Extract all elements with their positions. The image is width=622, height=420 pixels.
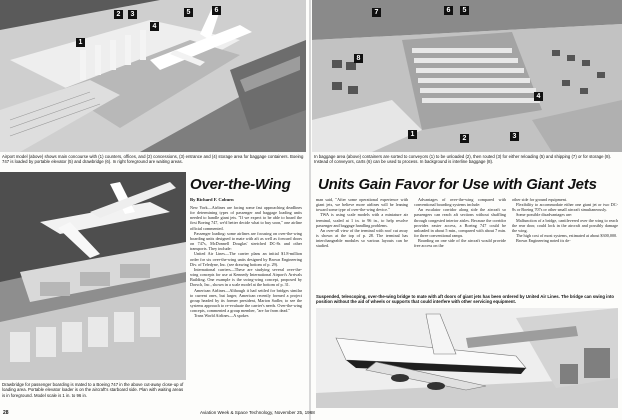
photo-callout-tag: 3 <box>128 10 137 19</box>
photo-callout-tag: 1 <box>76 38 85 47</box>
paragraph: Advantages of over-the-wing compared with conventional boarding systems include: <box>414 197 506 208</box>
article-column-1 <box>190 205 302 405</box>
photo-callout-tag: 1 <box>408 130 417 139</box>
photo-callout-tag: 2 <box>114 10 123 19</box>
paragraph: American Airlines—Although it had settled for bridges similar to current ones, but larger, American recently formed a project group headed by its former president, Marion Sadler, to see the systems approach to re-evaluate the carrier's needs. Over-the-wing concepts, commented a group member, "are far from dead." <box>190 287 302 314</box>
photo-callout-tag: 5 <box>460 6 469 15</box>
photo-united-747-bridge <box>316 308 618 408</box>
paragraph: Trans World Airlines—A spokes <box>194 313 249 319</box>
photo-callout-tag: 7 <box>372 8 381 17</box>
page-number: 28 <box>3 410 9 416</box>
photo-callout-tag: 3 <box>510 132 519 141</box>
paragraph: Brown Engineering noted its de- <box>516 238 571 244</box>
paragraph: Boarding on one side of the aircraft would provide free access on the <box>414 238 506 249</box>
paragraph: Some possible disadvantages are: <box>516 212 573 218</box>
article-column-4 <box>512 197 618 291</box>
united-747-illustration <box>316 308 618 408</box>
headline-left: Over-the-Wing <box>190 176 291 193</box>
photo-drawbridge-model <box>0 172 186 380</box>
publication-footer: Aviation Week & Space Technology, November 25, 1968 <box>200 410 315 415</box>
article-column-3 <box>414 197 506 291</box>
paragraph: The high cost of most systems, estimated at about $300,000. <box>516 233 618 239</box>
photo-airport-model <box>0 0 306 152</box>
paragraph: other side for ground equipment. <box>512 197 568 202</box>
paragraph: An over-all view of the terminal with roof cut away is shown at the top of p. 28. The terminal has interchangeable modules so various layouts can be studied. <box>316 227 408 249</box>
paragraph: International carriers—These are studying several over-the-wing concepts for use at Kennedy International Airport's Arrivals Building. One example is the swing-wing concept, proposed by Dorsch, Inc., shown in a scale model at the bottom of p. 31. <box>190 266 302 288</box>
caption-over-wing-bridge: Suspended, telescoping, over-the-wing bridge to mate with aft doors of giant jets has been ordered by United Air Lines. The bridge can swing into position without the aid of wheels or supports that could interfere with other servicing equipment. <box>316 294 615 305</box>
page-gutter <box>309 0 311 420</box>
byline: By Richard F. Coburn <box>190 197 234 202</box>
paragraph: Passenger loading: some airlines are focusing on over-the-wing boarding units designed to mate with aft as well as forward doors on 747s, McDonnell Douglas' stretched DC-8s and other transports. They include: <box>190 230 302 252</box>
headline-right: Units Gain Favor for Use with Giant Jets <box>318 176 597 193</box>
paragraph: An escalator corridor along side the aircraft so passengers can reach aft sections without shuffling through congested interior aisles. Because the corridor provides easier access, a Boeing 747 could be unloaded in about 5 min., compared with about 7 min. for three conventional ramps. <box>414 207 506 239</box>
caption-airport-model: Airport model (above) shows main concourse with (1) counters, offices, and (2) concessions, (3) entrance and (4) storage area for baggage containers. Boeing 747 is loaded by portable elevator (5) and drawbridge (6). In right foreground are waiting areas. <box>2 154 304 165</box>
paragraph: Flexibility to accommodate either one giant jet or two DC-8s or Boeing 707s or other small aircraft simultaneously. <box>512 202 618 213</box>
photo-callout-tag: 4 <box>534 92 543 101</box>
photo-callout-tag: 4 <box>150 22 159 31</box>
photo-callout-tag: 6 <box>212 6 221 15</box>
caption-baggage-area: In baggage area (above) containers are sorted to conveyors (1) to be unloaded (2), then routed (3) for either reloading (5) and shipping (7) or for storage (8). Instead of conveyors, carts (6) can be used to process. In background is interline baggage (8). <box>314 154 612 165</box>
article-column-2 <box>316 197 408 291</box>
caption-drawbridge: Drawbridge for passenger boarding is mated to a Boeing 747 in the above cut-away close-up of loading area. Portable elevator loader is on the aircraft's starboard side. Plan with waiting areas is in foreground. Model scale is 1 in. to 96 in. <box>2 382 184 398</box>
drawbridge-model-illustration <box>0 172 186 380</box>
paragraph: United Air Lines—The carrier plans an initial $1.8-million order for six over-the-wing units designed by Brown Engineering Div. of Teledyne, Inc. (see drawing bottom of p. 29). <box>190 251 302 267</box>
photo-callout-tag: 6 <box>444 6 453 15</box>
paragraph: man said, "After some operational experience with giant jets, we believe more airlines will be leaning toward some type of over-the-wing device." <box>316 197 408 213</box>
photo-callout-tag: 8 <box>354 54 363 63</box>
photo-baggage-area <box>312 0 622 152</box>
photo-callout-tag: 5 <box>184 8 193 17</box>
baggage-area-illustration <box>312 0 622 152</box>
paragraph: New York—Airlines are facing some fast approaching deadlines for determining types of passenger and baggage loading units needed to handle giant jets. "If we expect to be able to board the first Boeing 747, we'd better decide what to buy soon," one airline official commented. <box>190 205 302 231</box>
photo-callout-tag: 2 <box>460 134 469 143</box>
paragraph: TWA is using scale models with a miniature air terminal, scaled at 1 in. to 96 in., to help resolve passenger and baggage handling problems. <box>316 212 408 228</box>
paragraph: Malfunction of a bridge, cantilevered over the wing to reach the rear door, could lock in the aircraft and possibly damage the wing. <box>512 217 618 233</box>
